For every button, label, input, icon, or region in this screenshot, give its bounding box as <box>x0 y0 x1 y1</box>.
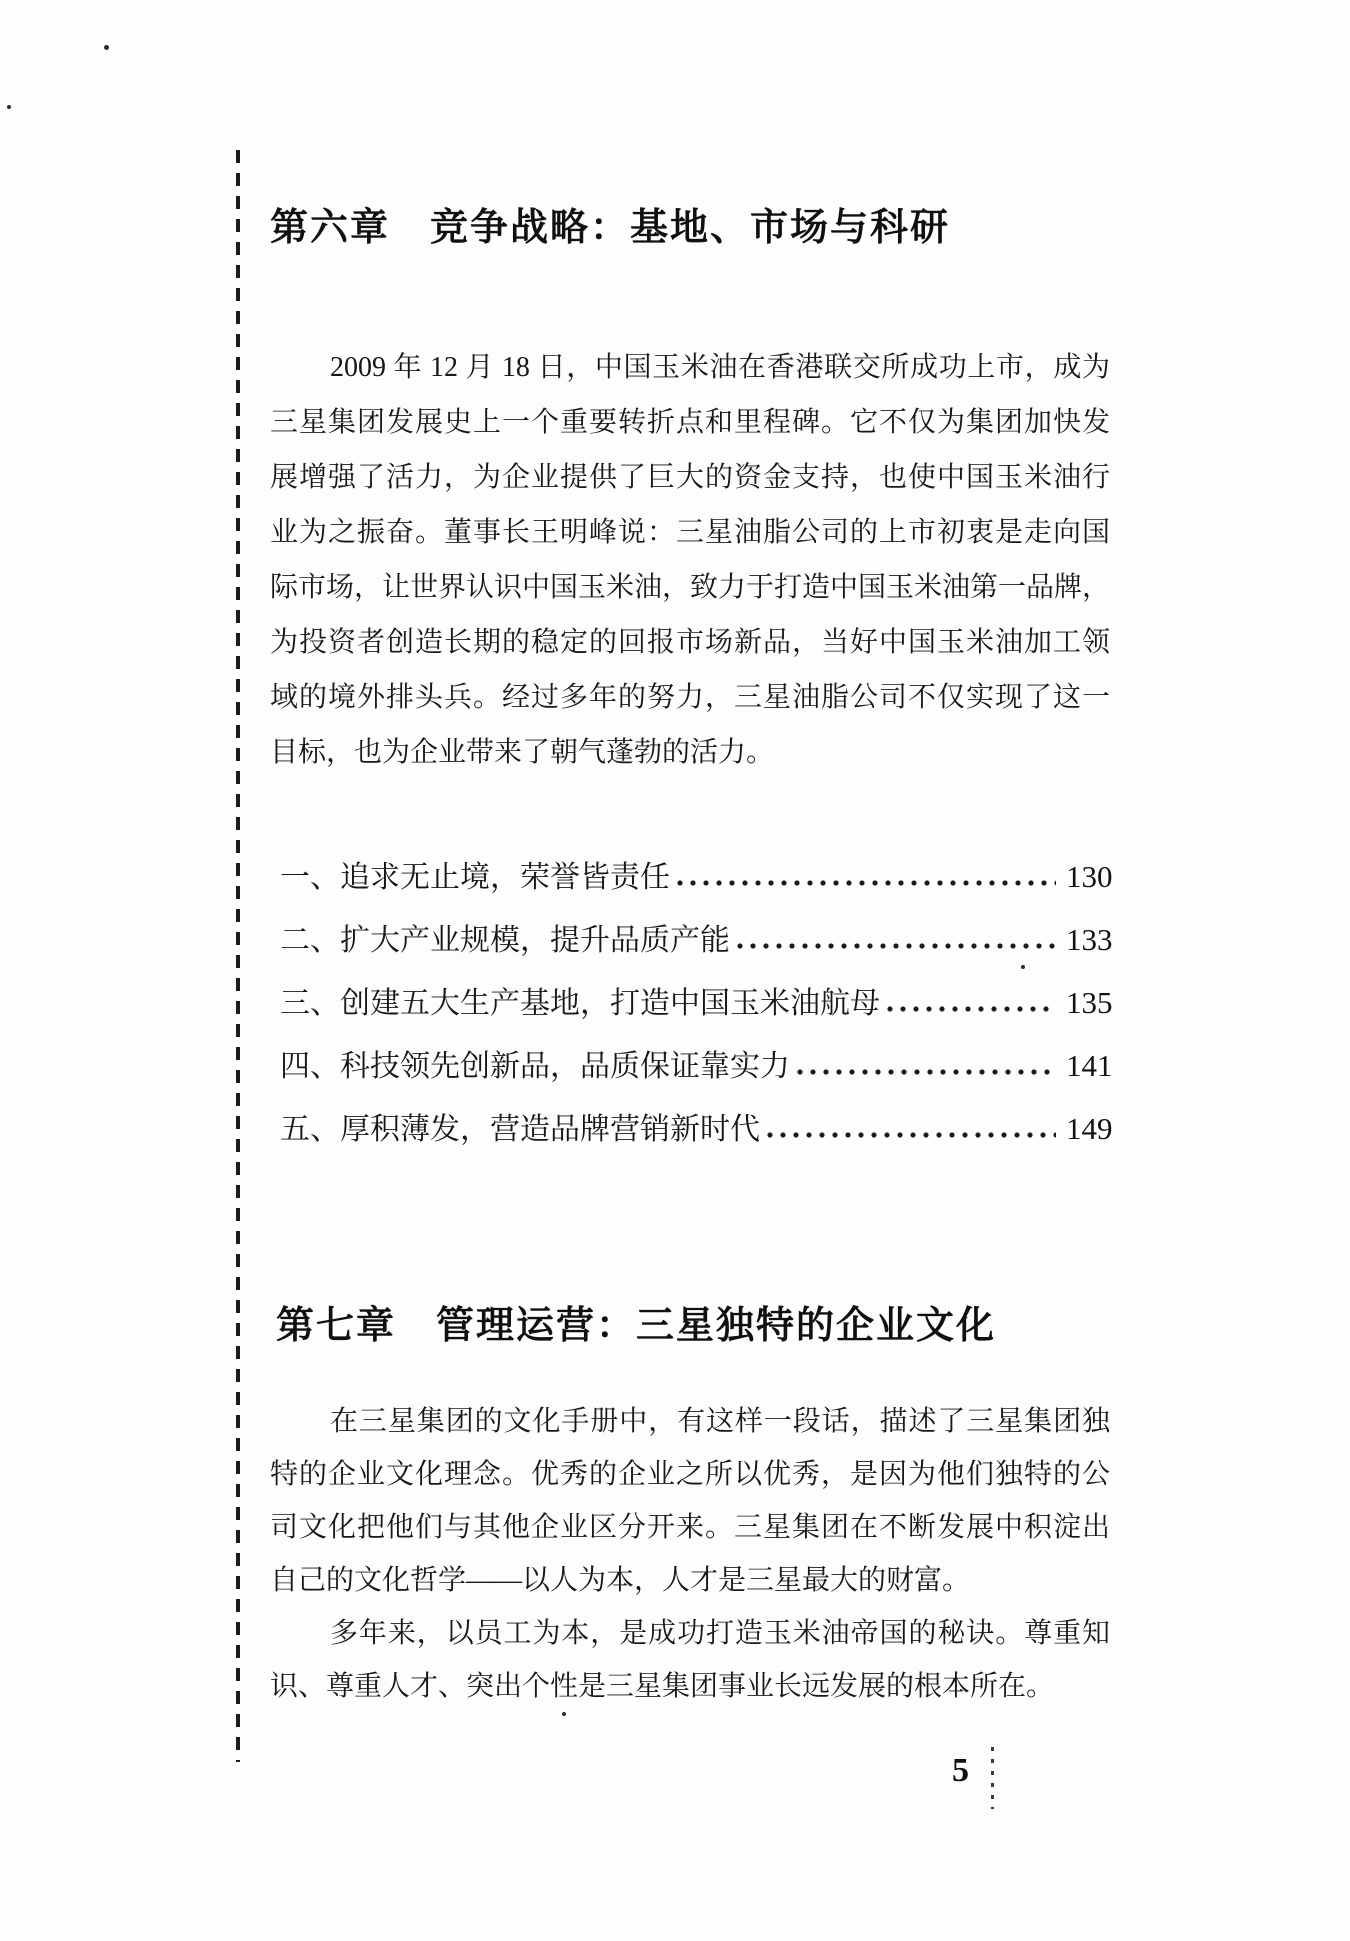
paragraph-line: 为投资者创造长期的稳定的回报市场新品，当好中国玉米油加工领 <box>270 627 1110 658</box>
binding-dashed-rule <box>236 150 240 1762</box>
paragraph-line: 特的企业文化理念。优秀的企业之所以优秀，是因为他们独特的公 <box>270 1459 1110 1490</box>
toc-entry <box>280 1097 1128 1160</box>
toc-entry <box>280 908 1128 971</box>
toc-entry <box>280 1034 1128 1097</box>
toc-entry <box>280 845 1128 908</box>
paragraph-line: 目标，也为企业带来了朝气蓬勃的活力。 <box>270 737 775 768</box>
paragraph-line: 在三星集团的文化手册中，有这样一段话，描述了三星集团独 <box>330 1406 1110 1437</box>
page-number-dotted-marker <box>991 1747 994 1809</box>
toc-dot-leader <box>676 878 1056 888</box>
toc-dot-leader <box>796 1067 1056 1077</box>
chapter7-intro-paragraphs <box>270 1395 1110 1713</box>
toc-entry <box>280 971 1128 1034</box>
toc-page-number: 141 <box>1066 1048 1113 1083</box>
ink-speck <box>7 105 11 109</box>
chapter7-title-text: 管理运营：三星独特的企业文化 <box>436 1305 997 1347</box>
chapter7-heading <box>276 1294 996 1349</box>
toc-entry-label: 二、扩大产业规模，提升品质产能 <box>280 924 730 957</box>
toc-page-number: 149 <box>1066 1111 1113 1146</box>
paragraph-line: 多年来，以员工为本，是成功打造玉米油帝国的秘诀。尊重知 <box>330 1618 1110 1649</box>
chapter6-number: 第六章 <box>270 207 391 249</box>
paragraph-line: 展增强了活力，为企业提供了巨大的资金支持，也使中国玉米油行 <box>270 462 1110 493</box>
toc-dot-leader <box>736 941 1056 951</box>
chapter6-toc <box>280 845 1128 1160</box>
chapter6-title-text: 竞争战略：基地、市场与科研 <box>430 207 951 249</box>
paragraph-line: 自己的文化哲学——以人为本，人才是三星最大的财富。 <box>270 1565 971 1596</box>
toc-entry-label: 四、科技领先创新品，品质保证靠实力 <box>280 1050 790 1083</box>
paragraph-line: 际市场，让世界认识中国玉米油，致力于打造中国玉米油第一品牌， <box>270 572 1111 603</box>
toc-page-number: 133 <box>1066 922 1113 957</box>
paragraph-line: 域的境外排头兵。经过多年的努力，三星油脂公司不仅实现了这一 <box>270 682 1110 713</box>
paragraph-line: 业为之振奋。董事长王明峰说：三星油脂公司的上市初衷是走向国 <box>270 517 1110 548</box>
chapter6-intro-paragraph <box>270 340 1110 780</box>
paragraph-line: 三星集团发展史上一个重要转折点和里程碑。它不仅为集团加快发 <box>270 407 1110 438</box>
toc-dot-leader <box>886 1004 1056 1014</box>
ink-speck <box>104 45 109 50</box>
toc-entry-label: 五、厚积薄发，营造品牌营销新时代 <box>280 1113 760 1146</box>
paragraph-line: 2009 年 12 月 18 日，中国玉米油在香港联交所成功上市，成为 <box>330 352 1110 383</box>
toc-page-number: 135 <box>1066 985 1113 1020</box>
paragraph-line: 司文化把他们与其他企业区分开来。三星集团在不断发展中积淀出 <box>270 1512 1110 1543</box>
toc-dot-leader <box>766 1130 1056 1140</box>
toc-entry-label: 一、追求无止境，荣誉皆责任 <box>280 861 670 894</box>
paragraph-line: 识、尊重人才、突出个性是三星集团事业长远发展的根本所在。 <box>270 1671 1055 1702</box>
chapter6-heading <box>270 196 950 251</box>
toc-entry-label: 三、创建五大生产基地，打造中国玉米油航母 <box>280 987 880 1020</box>
chapter7-number: 第七章 <box>276 1305 397 1347</box>
toc-page-number: 130 <box>1066 859 1113 894</box>
page-number: 5 <box>952 1752 969 1789</box>
